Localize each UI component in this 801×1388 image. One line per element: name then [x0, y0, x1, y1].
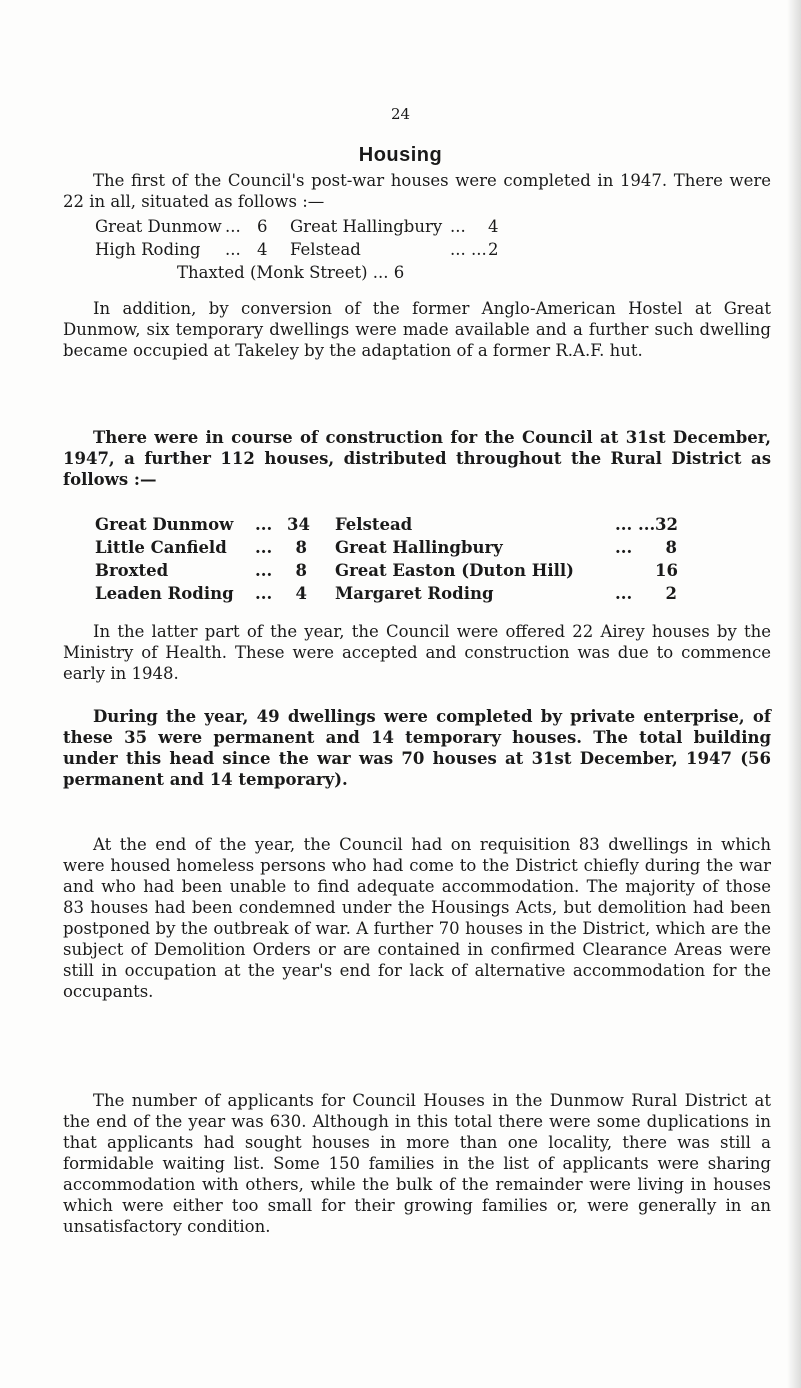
paragraph-intro: The first of the Council's post-war houses were completed in 1947. There were 22 in all, situated as follows :— — [63, 171, 771, 211]
house-count: 32 — [655, 515, 678, 534]
list-row — [95, 582, 735, 605]
under-construction-list — [95, 513, 735, 605]
location-name: Great Hallingbury — [290, 217, 443, 236]
house-count: 8 — [295, 561, 307, 580]
location-name: Margaret Roding — [335, 584, 494, 603]
leader-dots: ... — [255, 561, 273, 580]
leader-dots: ... — [255, 584, 273, 603]
location-name: Felstead — [335, 515, 413, 534]
location-name: Broxted — [95, 561, 169, 580]
location-name: Great Dunmow — [95, 217, 222, 236]
paragraph-conversion: In addition, by conversion of the former Anglo-American Hostel at Great Dunmow, six temporary dwellings were made available and a further such dwelling became occupied at Takeley by the adaptation of a former R.A.F. hut. — [63, 299, 771, 360]
page-edge-shadow — [787, 0, 801, 1388]
house-count: 2 — [665, 584, 677, 603]
section-title: Housing — [358, 144, 443, 166]
house-count: 34 — [287, 515, 310, 534]
house-count: 4 — [488, 217, 499, 236]
list-row — [95, 513, 735, 536]
list-row-centered: Thaxted (Monk Street) ... 6 — [177, 263, 405, 282]
leader-dots: ... — [450, 217, 466, 236]
location-name: Leaden Roding — [95, 584, 234, 603]
page-number: 24 — [390, 105, 411, 123]
location-name: High Roding — [95, 240, 201, 259]
house-count: 16 — [655, 561, 678, 580]
location-name: Great Easton (Duton Hill) — [335, 561, 574, 580]
house-count: 8 — [665, 538, 677, 557]
leader-dots: ... — [255, 538, 273, 557]
paragraph-construction: There were in course of construction for the Council at 31st December, 1947, a further 112 houses, distributed throughout the Rural District as follows :— — [63, 428, 771, 489]
house-count: 8 — [295, 538, 307, 557]
paragraph-airey-houses: In the latter part of the year, the Council were offered 22 Airey houses by the Ministry of Health. These were accepted and construction was due to commence early in 1948. — [63, 622, 771, 683]
location-name: Little Canfield — [95, 538, 227, 557]
leader-dots: ... — [255, 515, 273, 534]
leader-dots: ... ... — [450, 240, 487, 259]
paragraph-applicants: The number of applicants for Council Houses in the Dunmow Rural District at the end of the year was 630. Although in this total there were some duplications in that applicants had sought houses in more than one locality, there was still a formidable waiting list. Some 150 families in the list of applicants were sharing accommodation with others, while the bulk of the remainder were living in houses which were either too small for their growing families or, were generally in an unsatisfactory condition. — [63, 1091, 771, 1236]
paragraph-private-enterprise: During the year, 49 dwellings were completed by private enterprise, of these 35 were permanent and 14 temporary houses. The total building under this head since the war was 70 houses at 31st December, 1947 (56 permanent and 14 temporary). — [63, 707, 771, 789]
list-row — [95, 238, 695, 261]
leader-dots: ... — [225, 240, 241, 259]
house-count: 6 — [257, 217, 268, 236]
house-count: 4 — [295, 584, 307, 603]
list-row — [95, 559, 735, 582]
leader-dots: ... ... — [615, 515, 656, 534]
location-name: Great Hallingbury — [335, 538, 503, 557]
location-name: Felstead — [290, 240, 361, 259]
house-count: 2 — [488, 240, 499, 259]
leader-dots: ... — [615, 538, 633, 557]
house-count: 4 — [257, 240, 268, 259]
list-row — [95, 215, 695, 238]
location-name: Great Dunmow — [95, 515, 234, 534]
leader-dots: ... — [615, 584, 633, 603]
list-row — [95, 536, 735, 559]
paragraph-requisition: At the end of the year, the Council had on requisition 83 dwellings in which were housed homeless persons who had come to the District chiefly during the war and who had been unable to find adequate accommodation. The majority of those 83 houses had been condemned under the Housings Acts, but demolition had been postponed by the outbreak of war. A further 70 houses in the District, which are the subject of Demolition Orders or are contained in confirmed Clearance Areas were still in occupation at the year's end for lack of alternative accommodation for the occupants. — [63, 835, 771, 1001]
completed-houses-list — [95, 215, 695, 284]
leader-dots: ... — [225, 217, 241, 236]
